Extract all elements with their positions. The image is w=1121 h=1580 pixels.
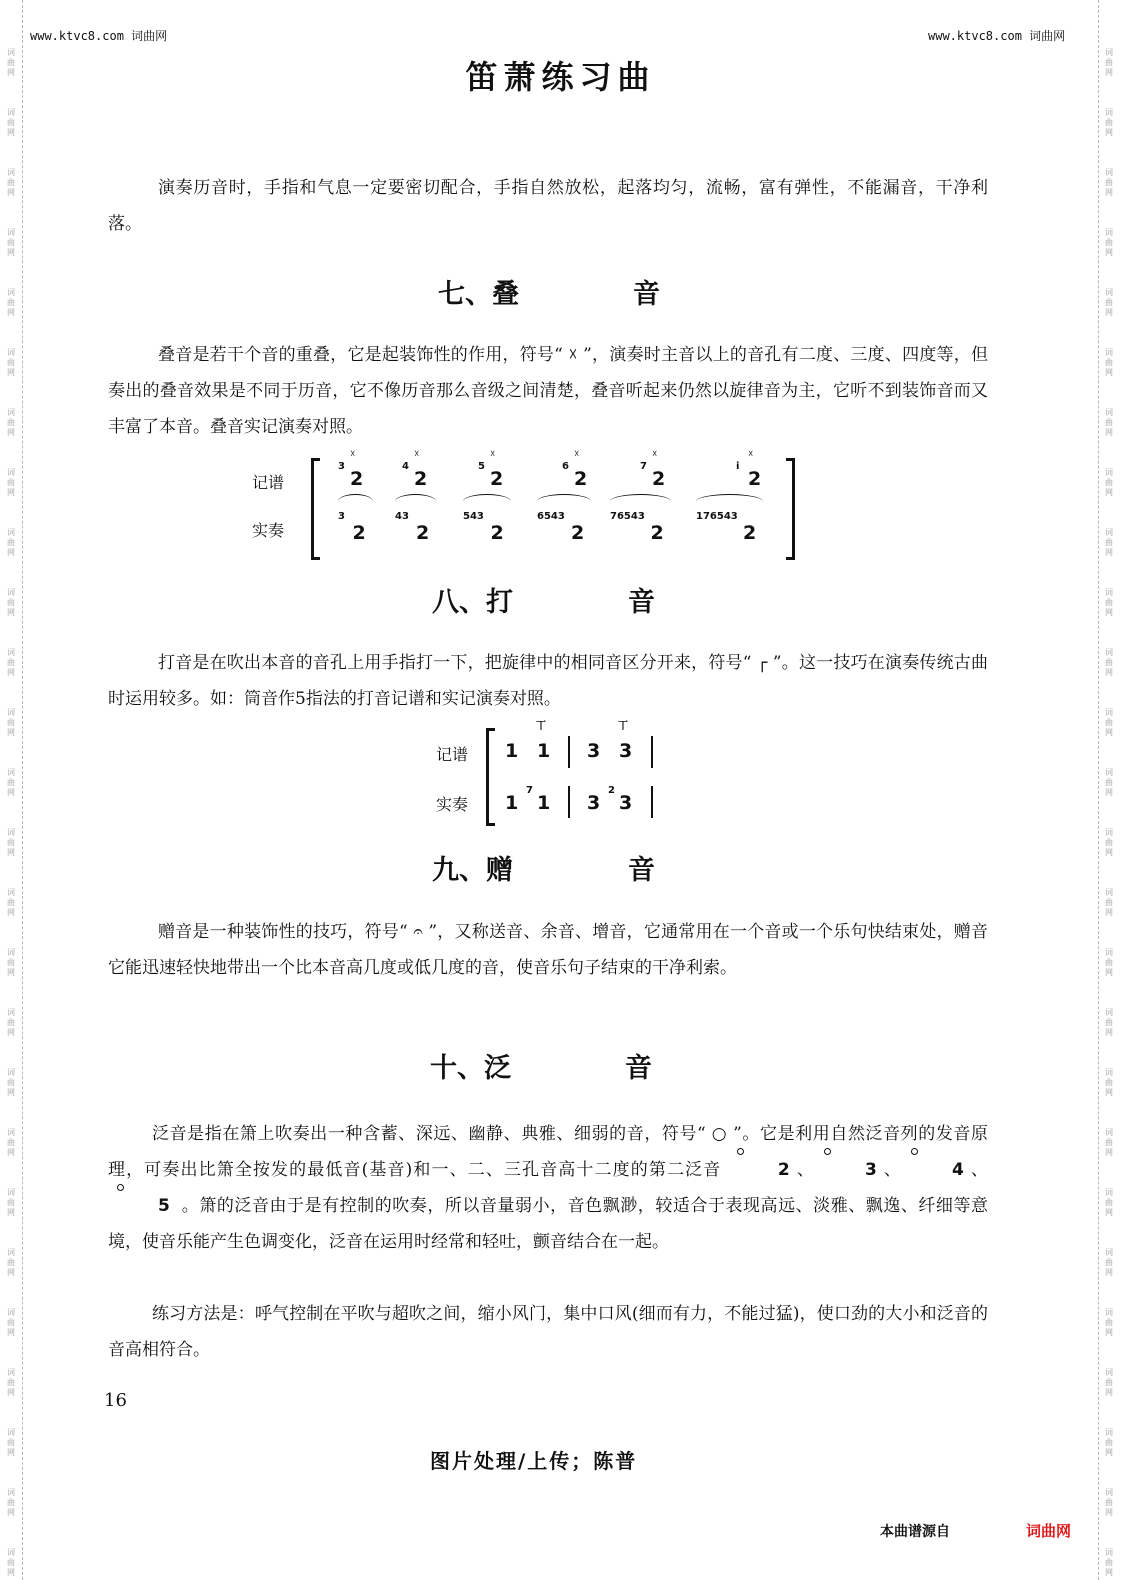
watermark-label: 词曲网 xyxy=(7,1368,15,1397)
grace-note: 7 xyxy=(640,461,647,472)
grace-note: i xyxy=(736,461,740,472)
slur-arc xyxy=(696,494,763,509)
main-note: 2 xyxy=(650,522,664,544)
s7-label-play: 实奏 xyxy=(252,521,285,540)
harmonic-separator: 、 xyxy=(882,1160,903,1180)
harmonic-note: 5 xyxy=(114,1188,170,1224)
watermark-label: 词曲网 xyxy=(1105,168,1113,197)
header-left-site: 词曲网 xyxy=(131,29,168,43)
watermark-label: 词曲网 xyxy=(1105,1308,1113,1337)
section-8-heading-a: 八、打 xyxy=(432,587,513,618)
harmonic-note: 2 xyxy=(734,1152,790,1188)
watermark-label: 词曲网 xyxy=(7,108,15,137)
watermark-label: 词曲网 xyxy=(1105,708,1113,737)
watermark-label: 词曲网 xyxy=(1105,468,1113,497)
harmonic-separator: 、 xyxy=(795,1160,815,1180)
watermark-label: 词曲网 xyxy=(7,1248,15,1277)
watermark-label: 词曲网 xyxy=(7,168,15,197)
watermark-label: 词曲网 xyxy=(1105,1068,1113,1097)
watermark-label: 词曲网 xyxy=(7,1428,15,1457)
tap-mark: 丅 xyxy=(536,721,546,732)
grace-note: 5 xyxy=(478,461,485,472)
grace-note: 3 xyxy=(338,511,345,522)
grace-note: 6 xyxy=(562,461,569,472)
watermark-label: 词曲网 xyxy=(1105,588,1113,617)
main-note: 2 xyxy=(748,468,762,490)
watermark-label: 词曲网 xyxy=(1105,348,1113,377)
section-10-practice: 练习方法是：呼气控制在平吹与超吹之间，缩小风门，集中口风(细而有力，不能过猛)，使口劲的大小和泛音的音高相符合。 xyxy=(108,1304,988,1360)
overlap-mark: ☓ xyxy=(490,449,496,460)
section-10-heading-b: 音 xyxy=(625,1053,652,1084)
watermark-label: 词曲网 xyxy=(7,828,15,857)
section-10-heading xyxy=(430,1046,652,1085)
grace-note: 6543 xyxy=(537,511,565,522)
played-note: 3 xyxy=(619,792,633,814)
watermark-label: 词曲网 xyxy=(1105,408,1113,437)
section-8-heading-b: 音 xyxy=(628,587,655,618)
watermark-label: 词曲网 xyxy=(7,768,15,797)
header-right xyxy=(928,27,1065,44)
watermark-label: 词曲网 xyxy=(1105,48,1113,77)
section-9-heading xyxy=(432,848,655,887)
header-right-url: www.ktvc8.com xyxy=(928,29,1022,43)
tap-mark: 丅 xyxy=(618,721,628,732)
s8-barline-1 xyxy=(568,736,570,768)
section-10-body xyxy=(108,1116,988,1260)
watermark-label: 词曲网 xyxy=(7,1188,15,1217)
played-note: 1 xyxy=(505,792,519,814)
watermark-label: 词曲网 xyxy=(7,468,15,497)
page-number: 16 xyxy=(104,1390,127,1411)
watermark-label: 词曲网 xyxy=(7,948,15,977)
main-note: 2 xyxy=(490,522,504,544)
grace-note: 7 xyxy=(526,785,533,796)
harmonic-note: 4 xyxy=(908,1152,964,1188)
main-note: 2 xyxy=(414,468,428,490)
watermark-label: 词曲网 xyxy=(1105,888,1113,917)
slur-arc xyxy=(610,494,671,509)
s8-barline-4 xyxy=(651,786,653,818)
watermark-label: 词曲网 xyxy=(7,1308,15,1337)
s7-left-bracket xyxy=(311,458,320,560)
header-left-url: www.ktvc8.com xyxy=(30,29,124,43)
grace-note: 543 xyxy=(463,511,484,522)
watermark-label: 词曲网 xyxy=(7,408,15,437)
main-note: 2 xyxy=(490,468,504,490)
watermark-label: 词曲网 xyxy=(1105,1248,1113,1277)
main-note: 2 xyxy=(743,522,757,544)
overlap-mark: ☓ xyxy=(748,449,754,460)
s7-right-bracket xyxy=(786,458,795,560)
grace-note: 76543 xyxy=(610,511,645,522)
grace-note: 2 xyxy=(608,785,615,796)
played-note: 3 xyxy=(587,792,601,814)
watermark-label: 词曲网 xyxy=(1105,1548,1113,1577)
page-title: 笛萧练习曲 xyxy=(465,58,656,96)
watermark-label: 词曲网 xyxy=(1105,828,1113,857)
watermark-label: 词曲网 xyxy=(7,48,15,77)
harmonic-circle-icon xyxy=(117,1184,124,1191)
s8-label-score: 记谱 xyxy=(436,745,469,764)
harmonic-circle-icon xyxy=(824,1148,831,1155)
watermark-label: 词曲网 xyxy=(7,1548,15,1577)
watermark-label: 词曲网 xyxy=(1105,528,1113,557)
section-7-heading-b: 音 xyxy=(633,279,660,310)
slur-arc xyxy=(537,494,591,509)
main-note: 2 xyxy=(571,522,585,544)
s8-left-bracket xyxy=(486,728,495,826)
main-note: 2 xyxy=(416,522,430,544)
watermark-label: 词曲网 xyxy=(7,888,15,917)
score-note: 1 xyxy=(505,740,519,762)
section-10-heading-a: 十、泛 xyxy=(430,1053,511,1084)
watermark-label: 词曲网 xyxy=(1105,1008,1113,1037)
watermark-label: 词曲网 xyxy=(7,708,15,737)
s8-barline-3 xyxy=(568,786,570,818)
watermark-label: 词曲网 xyxy=(7,348,15,377)
watermark-label: 词曲网 xyxy=(1105,648,1113,677)
watermark-label: 词曲网 xyxy=(1105,1188,1113,1217)
watermark-label: 词曲网 xyxy=(1105,288,1113,317)
overlap-mark: ☓ xyxy=(414,449,420,460)
harmonic-separator: 、 xyxy=(969,1160,989,1180)
section-10-body-2: 。箫的泛音由于是有控制的吹奏，所以音量弱小，音色飘渺，较适合于表现高远、淡雅、飘逸、纤细等意境，使音乐能产生色调变化，泛音在运用时经常和轻吐，颤音结合在一起。 xyxy=(108,1196,989,1252)
grace-note: 3 xyxy=(338,461,345,472)
watermark-label: 词曲网 xyxy=(1105,228,1113,257)
overlap-mark: ☓ xyxy=(574,449,580,460)
harmonic-circle-icon xyxy=(911,1148,918,1155)
slur-arc xyxy=(395,494,436,509)
section-10-body-1: 泛音是指在箫上吹奏出一种含蓄、深远、幽静、典雅、细弱的音，符号“ ○ ”。它是利用自然泛音列的发音原理，可奏出比箫全按发的最低音(基音)和一、二、三孔音高十二度的第二泛音 xyxy=(108,1124,988,1180)
grace-note: 4 xyxy=(402,461,409,472)
section-8-body: 打音是在吹出本音的音孔上用手指打一下，把旋律中的相同音区分开来，符号“ ┌ ”。这一技巧在演奏传统古曲时运用较多。如：筒音作5指法的打音记谱和实记演奏对照。 xyxy=(108,653,988,709)
main-note: 2 xyxy=(352,522,366,544)
section-7-body: 叠音是若干个音的重叠，它是起装饰性的作用，符号“ ☓ ”，演奏时主音以上的音孔有二度、三度、四度等，但奏出的叠音效果是不同于历音，它不像历音那么音级之间清楚，叠音听起来仍然以旋律音为主，它听不到装饰音而又丰富了本音。叠音实记演奏对照。 xyxy=(108,345,988,437)
watermark-label: 词曲网 xyxy=(7,288,15,317)
watermark-label: 词曲网 xyxy=(1105,108,1113,137)
watermark-label: 词曲网 xyxy=(7,228,15,257)
harmonic-note: 3 xyxy=(821,1152,877,1188)
watermark-label: 词曲网 xyxy=(7,1008,15,1037)
watermark-label: 词曲网 xyxy=(1105,1128,1113,1157)
watermark-label: 词曲网 xyxy=(1105,768,1113,797)
intro-paragraph: 演奏历音时，手指和气息一定要密切配合，手指自然放松，起落均匀，流畅，富有弹性，不能漏音，干净利落。 xyxy=(108,178,988,234)
section-9-heading-a: 九、赠 xyxy=(432,855,513,886)
score-note: 3 xyxy=(587,740,601,762)
score-note: 1 xyxy=(537,740,551,762)
watermark-label: 词曲网 xyxy=(7,1488,15,1517)
s8-label-play: 实奏 xyxy=(436,795,469,814)
section-8-heading xyxy=(432,580,655,619)
slur-arc xyxy=(338,494,373,509)
source-label: 本曲谱源自 xyxy=(880,1524,950,1540)
main-note: 2 xyxy=(350,468,364,490)
grace-note: 43 xyxy=(395,511,409,522)
slur-arc xyxy=(463,494,511,509)
section-7-heading-a: 七、叠 xyxy=(438,279,519,310)
source-brand-link[interactable]: 词曲网 xyxy=(1026,1522,1072,1540)
watermark-label: 词曲网 xyxy=(7,648,15,677)
harmonic-circle-icon xyxy=(737,1148,744,1155)
section-9-body: 赠音是一种装饰性的技巧，符号“ 𝄐 ”，又称送音、余音、增音，它通常用在一个音或一个乐句快结束处，赠音它能迅速轻快地带出一个比本音高几度或低几度的音，使音乐句子结束的干净利索。 xyxy=(108,922,988,978)
s8-barline-2 xyxy=(651,736,653,768)
main-note: 2 xyxy=(652,468,666,490)
watermark-label: 词曲网 xyxy=(1105,1488,1113,1517)
overlap-mark: ☓ xyxy=(350,449,356,460)
score-note: 3 xyxy=(619,740,633,762)
overlap-mark: ☓ xyxy=(652,449,658,460)
header-left xyxy=(30,27,167,44)
section-9-heading-b: 音 xyxy=(628,855,655,886)
header-right-site: 词曲网 xyxy=(1029,29,1066,43)
watermark-label: 词曲网 xyxy=(1105,1428,1113,1457)
watermark-label: 词曲网 xyxy=(7,588,15,617)
watermark-label: 词曲网 xyxy=(1105,948,1113,977)
credit-line: 图片处理/上传；陈普 xyxy=(430,1449,638,1473)
watermark-label: 词曲网 xyxy=(7,1068,15,1097)
section-7-heading xyxy=(438,272,660,311)
watermark-label: 词曲网 xyxy=(7,528,15,557)
grace-note: 176543 xyxy=(696,511,738,522)
main-note: 2 xyxy=(574,468,588,490)
watermark-label: 词曲网 xyxy=(1105,1368,1113,1397)
watermark-label: 词曲网 xyxy=(7,1128,15,1157)
s7-label-score: 记谱 xyxy=(252,473,285,492)
played-note: 1 xyxy=(537,792,551,814)
